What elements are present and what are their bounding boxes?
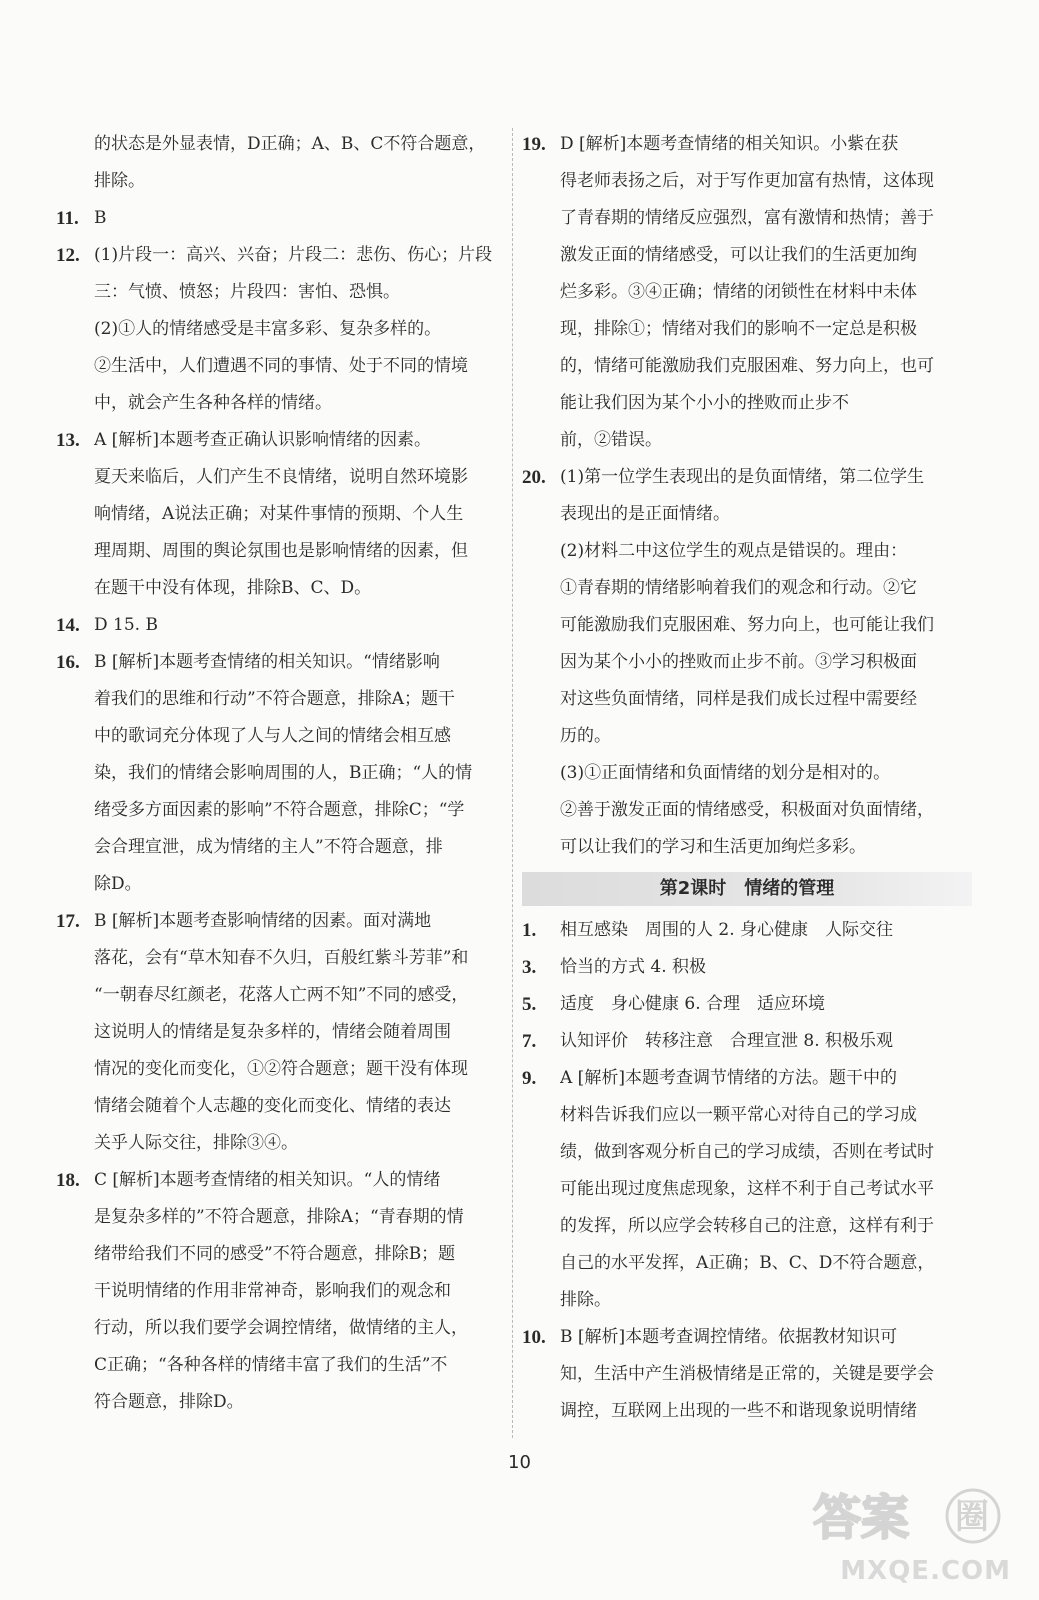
answer-line: C [解析]本题考查情绪的相关知识。“人的情绪 <box>94 1170 441 1190</box>
answer-line: B [解析]本题考查影响情绪的因素。面对满地 <box>94 911 432 931</box>
answer-line: (2)材料二中这位学生的观点是错误的。理由： <box>560 541 908 561</box>
answer-body <box>560 1023 972 1060</box>
answer-number: 1. <box>522 920 537 941</box>
answer-item <box>56 644 504 903</box>
svg-text:答案: 答案 <box>813 1490 910 1546</box>
answer-body <box>94 126 504 200</box>
answer-line: 排除。 <box>94 171 145 191</box>
answer-item <box>56 1162 504 1421</box>
answer-item <box>522 126 972 459</box>
answer-line: (1)片段一：高兴、兴奋；片段二：悲伤、伤心；片段 <box>94 245 493 265</box>
answer-number: 17. <box>56 911 80 932</box>
answer-line: 历的。 <box>560 726 611 746</box>
answer-line: (3)①正面情绪和负面情绪的划分是相对的。 <box>560 763 891 783</box>
page-number: 10 <box>508 1452 531 1473</box>
answer-line: 夏天来临后，人们产生不良情绪，说明自然环境影 <box>94 467 468 487</box>
answer-line: 情绪会随着个人志趣的变化而变化、情绪的表达 <box>94 1096 451 1116</box>
answer-line: ②生活中，人们遭遇不同的事情、处于不同的情境 <box>94 356 468 376</box>
answer-line: 调控，互联网上出现的一些不和谐现象说明情绪 <box>560 1401 917 1421</box>
answer-body <box>560 1319 972 1430</box>
right-column-bottom <box>522 912 972 1430</box>
answer-line: 干说明情绪的作用非常神奇，影响我们的观念和 <box>94 1281 451 1301</box>
answer-line: 可能出现过度焦虑现象，这样不利于自己考试水平 <box>560 1179 934 1199</box>
answer-line: 行动，所以我们要学会调控情绪，做情绪的主人， <box>94 1318 468 1338</box>
right-column <box>522 126 972 1430</box>
answer-line: 前，②错误。 <box>560 430 662 450</box>
answer-item <box>522 912 972 949</box>
answer-line: 适度 身心健康 6. 合理 适应环境 <box>560 994 826 1014</box>
answer-item <box>522 986 972 1023</box>
answer-line: 在题干中没有体现，排除B、C、D。 <box>94 578 372 598</box>
answer-line: 是复杂多样的”不符合题意，排除A；“青春期的情 <box>94 1207 464 1227</box>
answer-number: 5. <box>522 994 537 1015</box>
answer-body <box>94 200 504 237</box>
answer-line: 认知评价 转移注意 合理宣泄 8. 积极乐观 <box>560 1031 894 1051</box>
answer-body <box>560 126 972 459</box>
answer-number: 9. <box>522 1068 537 1089</box>
answer-line: 绩，做到客观分析自己的学习成绩，否则在考试时 <box>560 1142 934 1162</box>
answer-body <box>94 1162 504 1421</box>
answer-line: 中，就会产生各种各样的情绪。 <box>94 393 332 413</box>
answer-item <box>56 200 504 237</box>
svg-text:圈: 圈 <box>955 1497 989 1537</box>
column-divider <box>512 128 513 1438</box>
answer-body <box>94 644 504 903</box>
answer-line: 响情绪，A说法正确；对某件事情的预期、个人生 <box>94 504 464 524</box>
answer-line: 中的歌词充分体现了人与人之间的情绪会相互感 <box>94 726 451 746</box>
answer-line: B [解析]本题考查调控情绪。依据教材知识可 <box>560 1327 898 1347</box>
answer-line: 的状态是外显表情，D正确；A、B、C不符合题意， <box>94 134 486 154</box>
answer-line: A [解析]本题考查正确认识影响情绪的因素。 <box>94 430 431 450</box>
answer-number: 20. <box>522 467 546 488</box>
answer-item <box>56 126 504 200</box>
answer-line: 激发正面的情绪感受，可以让我们的生活更加绚 <box>560 245 917 265</box>
answer-line: 的，情绪可能激励我们克服困难、努力向上，也可 <box>560 356 934 376</box>
answer-item <box>522 1060 972 1319</box>
answer-line: 排除。 <box>560 1290 611 1310</box>
answer-line: A [解析]本题考查调节情绪的方法。题干中的 <box>560 1068 897 1088</box>
answer-line: 材料告诉我们应以一颗平常心对待自己的学习成 <box>560 1105 917 1125</box>
answer-line: 这说明人的情绪是复杂多样的，情绪会随着周围 <box>94 1022 451 1042</box>
answer-number: 14. <box>56 615 80 636</box>
answer-line: 相互感染 周围的人 2. 身心健康 人际交往 <box>560 920 894 940</box>
answer-line: 关乎人际交往，排除③④。 <box>94 1133 298 1153</box>
answer-line: 对这些负面情绪，同样是我们成长过程中需要经 <box>560 689 917 709</box>
section-header: 第2课时 情绪的管理 <box>522 872 972 906</box>
answer-line: 自己的水平发挥，A正确；B、C、D不符合题意， <box>560 1253 935 1273</box>
answer-body <box>94 903 504 1162</box>
answer-line: 因为某个小小的挫败而止步不前。③学习积极面 <box>560 652 917 672</box>
answer-item <box>56 422 504 607</box>
answer-line: 恰当的方式 4. 积极 <box>560 957 707 977</box>
answer-line: 三：气愤、愤怒；片段四：害怕、恐惧。 <box>94 282 400 302</box>
answer-line: 能让我们因为某个小小的挫败而止步不 <box>560 393 849 413</box>
answer-line: “一朝春尽红颜老，花落人亡两不知”不同的感受， <box>94 985 469 1005</box>
answer-body <box>560 912 972 949</box>
answer-item <box>522 1319 972 1430</box>
left-column <box>56 126 504 1421</box>
answer-line: 表现出的是正面情绪。 <box>560 504 730 524</box>
answer-number: 7. <box>522 1031 537 1052</box>
answer-item <box>522 459 972 866</box>
answer-line: D 15. B <box>94 615 158 635</box>
answer-number: 3. <box>522 957 537 978</box>
answer-line: (1)第一位学生表现出的是负面情绪，第二位学生 <box>560 467 925 487</box>
answer-body <box>560 986 972 1023</box>
answer-item <box>56 237 504 422</box>
answer-number: 10. <box>522 1327 546 1348</box>
answer-line: 落花，会有“草木知春不久归，百般红紫斗芳菲”和 <box>94 948 469 968</box>
answer-line: 的发挥，所以应学会转移自己的注意，这样有利于 <box>560 1216 934 1236</box>
answer-line: 得老师表扬之后，对于写作更加富有热情，这体现 <box>560 171 934 191</box>
answer-number: 18. <box>56 1170 80 1191</box>
answer-item <box>522 949 972 986</box>
answer-line: 可以让我们的学习和生活更加绚烂多彩。 <box>560 837 866 857</box>
answer-number: 13. <box>56 430 80 451</box>
right-column-top <box>522 126 972 866</box>
answer-body <box>94 422 504 607</box>
answer-line: 绪带给我们不同的感受”不符合题意，排除B；题 <box>94 1244 456 1264</box>
answer-number: 11. <box>56 208 79 229</box>
answer-number: 16. <box>56 652 80 673</box>
answer-body <box>94 607 504 644</box>
answer-line: 染，我们的情绪会影响周围的人，B正确；“人的情 <box>94 763 473 783</box>
answer-line: 理周期、周围的舆论氛围也是影响情绪的因素，但 <box>94 541 468 561</box>
answer-line: 可能激励我们克服困难、努力向上，也可能让我们 <box>560 615 934 635</box>
answer-line: 符合题意，排除D。 <box>94 1392 244 1412</box>
answer-line: 知，生活中产生消极情绪是正常的，关键是要学会 <box>560 1364 934 1384</box>
answer-item <box>56 903 504 1162</box>
answer-body <box>560 949 972 986</box>
answer-line: 绪受多方面因素的影响”不符合题意，排除C；“学 <box>94 800 465 820</box>
answer-item <box>522 1023 972 1060</box>
answer-line: B <box>94 208 107 228</box>
answer-line: ②善于激发正面的情绪感受，积极面对负面情绪， <box>560 800 934 820</box>
answer-line: 现，排除①；情绪对我们的影响不一定总是积极 <box>560 319 917 339</box>
answer-line: ①青春期的情绪影响着我们的观念和行动。②它 <box>560 578 917 598</box>
answer-item <box>56 607 504 644</box>
answer-line: C正确；“各种各样的情绪丰富了我们的生活”不 <box>94 1355 448 1375</box>
answer-body <box>94 237 504 422</box>
answer-line: 着我们的思维和行动”不符合题意，排除A；题干 <box>94 689 455 709</box>
answer-line: 了青春期的情绪反应强烈，富有激情和热情；善于 <box>560 208 934 228</box>
answer-line: 除D。 <box>94 874 142 894</box>
answer-body <box>560 1060 972 1319</box>
answer-line: B [解析]本题考查情绪的相关知识。“情绪影响 <box>94 652 440 672</box>
answer-line: 会合理宣泄，成为情绪的主人”不符合题意，排 <box>94 837 443 857</box>
answer-number: 12. <box>56 245 80 266</box>
answer-number: 19. <box>522 134 546 155</box>
watermark-url: MXQE.COM <box>840 1556 1011 1586</box>
answer-line: (2)①人的情绪感受是丰富多彩、复杂多样的。 <box>94 319 442 339</box>
answer-line: D [解析]本题考查情绪的相关知识。小紫在获 <box>560 134 899 154</box>
answer-body <box>560 459 972 866</box>
answer-line: 烂多彩。③④正确；情绪的闭锁性在材料中未体 <box>560 282 917 302</box>
answer-line: 情况的变化而变化，①②符合题意；题干没有体现 <box>94 1059 468 1079</box>
